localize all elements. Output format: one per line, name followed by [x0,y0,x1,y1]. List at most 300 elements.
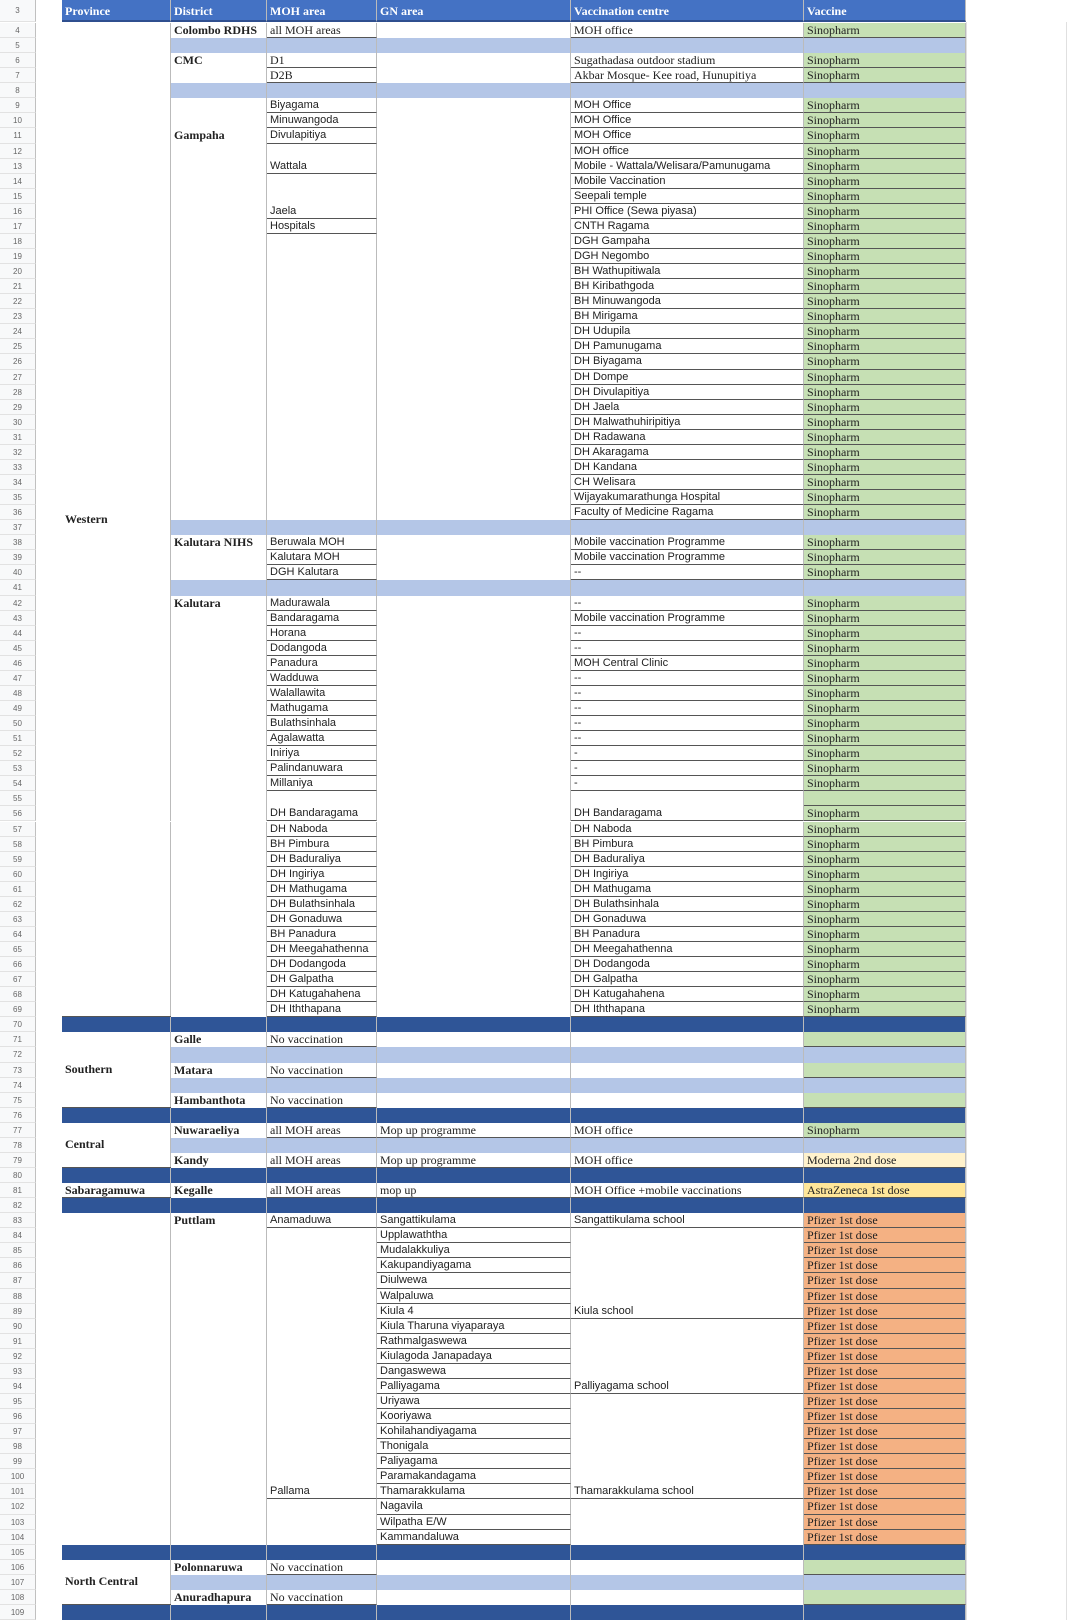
row-number[interactable]: 9 [0,98,36,113]
cell-vaccine[interactable]: Sinopharm [804,746,966,761]
row-number[interactable]: 86 [0,1258,36,1273]
row-number[interactable]: 90 [0,1319,36,1334]
cell-vaccine[interactable] [804,1545,966,1560]
cell-moh-area[interactable] [267,234,377,249]
cell-vaccination-centre[interactable]: CH Welisara [571,475,804,490]
cell-gn-area[interactable]: Nagavila [377,1499,571,1514]
cell-vaccination-centre[interactable]: MOH Office +mobile vaccinations [571,1183,804,1198]
cell-gn-area[interactable] [377,897,571,912]
cell-moh-area[interactable] [267,1168,377,1183]
cell-vaccination-centre[interactable] [571,1032,804,1047]
cell-province[interactable] [62,219,171,234]
cell-vaccination-centre[interactable]: DH Katugahahena [571,987,804,1002]
cell-vaccine[interactable] [804,1108,966,1123]
cell-province[interactable] [62,23,171,38]
row-number[interactable]: 32 [0,445,36,460]
cell-vaccination-centre[interactable]: BH Panadura [571,927,804,942]
cell-province[interactable] [62,294,171,309]
cell-vaccination-centre[interactable] [571,1138,804,1153]
cell-gn-area[interactable]: Mop up programme [377,1123,571,1138]
row-number[interactable]: 70 [0,1017,36,1032]
row-number[interactable]: 101 [0,1484,36,1499]
cell-province[interactable] [62,1424,171,1439]
cell-moh-area[interactable] [267,580,377,595]
cell-moh-area[interactable] [267,1530,377,1545]
cell-province[interactable] [62,882,171,897]
cell-province[interactable] [62,1168,171,1183]
cell-province[interactable] [62,475,171,490]
cell-district[interactable] [171,882,267,897]
cell-vaccine[interactable]: Sinopharm [804,761,966,776]
row-number[interactable]: 42 [0,596,36,611]
cell-vaccine[interactable]: Sinopharm [804,219,966,234]
cell-moh-area[interactable] [267,1409,377,1424]
row-number[interactable]: 56 [0,806,36,821]
cell-district[interactable]: Kalutara [171,596,267,611]
cell-vaccine[interactable]: Sinopharm [804,189,966,204]
cell-moh-area[interactable]: Panadura [267,656,377,671]
cell-gn-area[interactable] [377,53,571,68]
row-number[interactable]: 53 [0,761,36,776]
cell-vaccination-centre[interactable]: BH Wathupitiwala [571,264,804,279]
cell-vaccine[interactable]: Sinopharm [804,776,966,791]
cell-moh-area[interactable]: DH Baduraliya [267,852,377,867]
cell-gn-area[interactable] [377,339,571,354]
row-number[interactable]: 10 [0,113,36,128]
cell-gn-area[interactable]: mop up [377,1183,571,1198]
row-number[interactable]: 27 [0,370,36,385]
cell-vaccination-centre[interactable]: DH Radawana [571,430,804,445]
cell-moh-area[interactable]: Pallama [267,1484,377,1499]
row-number[interactable]: 96 [0,1409,36,1424]
cell-gn-area[interactable] [377,701,571,716]
cell-gn-area[interactable] [377,716,571,731]
cell-district[interactable]: Kandy [171,1153,267,1168]
cell-gn-area[interactable]: Kakupandiyagama [377,1258,571,1273]
row-number[interactable]: 16 [0,204,36,219]
cell-moh-area[interactable] [267,1349,377,1364]
cell-moh-area[interactable] [267,490,377,505]
cell-gn-area[interactable] [377,1017,571,1032]
cell-gn-area[interactable] [377,294,571,309]
cell-gn-area[interactable] [377,1078,571,1093]
cell-gn-area[interactable]: Kiula Tharuna viyaparaya [377,1319,571,1334]
row-number[interactable]: 82 [0,1198,36,1213]
cell-moh-area[interactable] [267,339,377,354]
cell-vaccine[interactable]: Sinopharm [804,234,966,249]
cell-vaccine[interactable] [804,1575,966,1590]
row-number[interactable]: 99 [0,1454,36,1469]
cell-district[interactable] [171,204,267,219]
cell-gn-area[interactable] [377,746,571,761]
cell-gn-area[interactable] [377,324,571,339]
cell-moh-area[interactable]: DH Bulathsinhala [267,897,377,912]
cell-vaccine[interactable]: Sinopharm [804,204,966,219]
cell-moh-area[interactable]: Jaela [267,204,377,219]
cell-vaccine[interactable]: Sinopharm [804,264,966,279]
cell-district[interactable]: Anuradhapura [171,1590,267,1605]
row-number[interactable]: 22 [0,294,36,309]
cell-gn-area[interactable]: Paramakandagama [377,1469,571,1484]
cell-vaccine[interactable] [804,1138,966,1153]
cell-gn-area[interactable] [377,1198,571,1213]
cell-province[interactable] [62,415,171,430]
row-number[interactable]: 94 [0,1379,36,1394]
cell-gn-area[interactable]: Sangattikulama [377,1213,571,1228]
row-number[interactable]: 34 [0,475,36,490]
row-number[interactable]: 50 [0,716,36,731]
cell-moh-area[interactable] [267,1469,377,1484]
row-number[interactable]: 61 [0,882,36,897]
cell-moh-area[interactable] [267,249,377,264]
cell-vaccination-centre[interactable]: DH Pamunugama [571,339,804,354]
cell-district[interactable] [171,475,267,490]
cell-district[interactable] [171,1138,267,1153]
cell-vaccine[interactable]: Sinopharm [804,1123,966,1138]
cell-province[interactable] [62,1469,171,1484]
row-number[interactable]: 21 [0,279,36,294]
cell-vaccine[interactable] [804,83,966,98]
cell-vaccination-centre[interactable]: Seepali temple [571,189,804,204]
row-number[interactable]: 60 [0,867,36,882]
cell-vaccine[interactable]: Sinopharm [804,686,966,701]
row-number[interactable]: 12 [0,144,36,159]
row-number[interactable]: 63 [0,912,36,927]
cell-province[interactable] [62,1304,171,1319]
column-header-vaccination-centre[interactable]: Vaccination centre [571,0,804,22]
cell-vaccine[interactable]: Pfizer 1st dose [804,1243,966,1258]
cell-vaccine[interactable] [804,1093,966,1108]
cell-gn-area[interactable]: Kammandaluwa [377,1530,571,1545]
cell-moh-area[interactable]: Wadduwa [267,671,377,686]
cell-vaccination-centre[interactable]: MOH office [571,1153,804,1168]
row-number[interactable]: 54 [0,776,36,791]
cell-vaccination-centre[interactable] [571,1394,804,1409]
cell-moh-area[interactable]: DH Naboda [267,822,377,837]
row-number[interactable]: 81 [0,1183,36,1198]
cell-district[interactable] [171,264,267,279]
row-number[interactable]: 46 [0,656,36,671]
cell-district[interactable] [171,897,267,912]
cell-vaccination-centre[interactable]: DH Naboda [571,822,804,837]
cell-moh-area[interactable] [267,370,377,385]
cell-province[interactable] [62,957,171,972]
cell-gn-area[interactable] [377,189,571,204]
cell-province[interactable] [62,897,171,912]
cell-district[interactable] [171,400,267,415]
cell-province[interactable] [62,611,171,626]
cell-moh-area[interactable]: DH Katugahahena [267,987,377,1002]
cell-gn-area[interactable] [377,535,571,550]
cell-gn-area[interactable] [377,83,571,98]
cell-vaccination-centre[interactable]: Mobile Vaccination [571,174,804,189]
cell-vaccination-centre[interactable]: DH Baduraliya [571,852,804,867]
cell-province[interactable] [62,1334,171,1349]
cell-province[interactable] [62,580,171,595]
row-number[interactable]: 74 [0,1078,36,1093]
row-number[interactable]: 35 [0,490,36,505]
cell-gn-area[interactable]: Rathmalgaswewa [377,1334,571,1349]
cell-vaccination-centre[interactable]: MOH office [571,1123,804,1138]
cell-moh-area[interactable] [267,1515,377,1530]
cell-district[interactable]: CMC [171,53,267,68]
cell-province[interactable] [62,53,171,68]
row-number[interactable]: 26 [0,354,36,369]
cell-vaccine[interactable] [804,580,966,595]
cell-vaccine[interactable] [804,1168,966,1183]
cell-vaccination-centre[interactable]: DH Ingiriya [571,867,804,882]
cell-district[interactable] [171,1575,267,1590]
cell-vaccination-centre[interactable]: MOH Office [571,113,804,128]
cell-moh-area[interactable]: Beruwala MOH [267,535,377,550]
cell-district[interactable] [171,520,267,535]
cell-vaccination-centre[interactable] [571,1108,804,1123]
row-number[interactable]: 20 [0,264,36,279]
cell-vaccination-centre[interactable] [571,38,804,53]
cell-vaccine[interactable] [804,1560,966,1575]
cell-district[interactable] [171,1484,267,1499]
cell-district[interactable] [171,686,267,701]
cell-district[interactable] [171,415,267,430]
cell-district[interactable] [171,1047,267,1062]
cell-district[interactable] [171,550,267,565]
cell-vaccine[interactable]: Sinopharm [804,626,966,641]
cell-vaccination-centre[interactable] [571,1409,804,1424]
row-number[interactable]: 23 [0,309,36,324]
cell-province[interactable] [62,1560,171,1575]
cell-vaccine[interactable]: Sinopharm [804,671,966,686]
cell-province[interactable] [62,867,171,882]
cell-vaccine[interactable]: Sinopharm [804,174,966,189]
cell-district[interactable] [171,731,267,746]
cell-vaccination-centre[interactable]: BH Pimbura [571,837,804,852]
row-number[interactable]: 55 [0,791,36,806]
row-number[interactable]: 58 [0,837,36,852]
cell-gn-area[interactable] [377,1605,571,1620]
cell-province[interactable] [62,1213,171,1228]
cell-district[interactable] [171,354,267,369]
cell-vaccine[interactable]: Pfizer 1st dose [804,1258,966,1273]
row-number[interactable]: 41 [0,580,36,595]
cell-vaccine[interactable]: Sinopharm [804,882,966,897]
cell-vaccination-centre[interactable]: Mobile - Wattala/Welisara/Pamunugama [571,159,804,174]
cell-district[interactable] [171,1002,267,1017]
cell-moh-area[interactable] [267,400,377,415]
cell-district[interactable] [171,1243,267,1258]
cell-vaccination-centre[interactable] [571,1228,804,1243]
cell-gn-area[interactable]: Paliyagama [377,1454,571,1469]
cell-district[interactable] [171,83,267,98]
cell-province[interactable] [62,716,171,731]
cell-province[interactable] [62,1002,171,1017]
cell-province[interactable] [62,98,171,113]
cell-vaccination-centre[interactable]: DH Biyagama [571,354,804,369]
cell-vaccine[interactable]: Sinopharm [804,852,966,867]
cell-gn-area[interactable]: Kooriyawa [377,1409,571,1424]
cell-gn-area[interactable] [377,309,571,324]
cell-vaccine[interactable]: Pfizer 1st dose [804,1213,966,1228]
cell-district[interactable] [171,701,267,716]
cell-vaccination-centre[interactable]: BH Kiribathgoda [571,279,804,294]
cell-vaccination-centre[interactable] [571,1093,804,1108]
cell-gn-area[interactable] [377,219,571,234]
cell-vaccine[interactable]: Pfizer 1st dose [804,1289,966,1304]
cell-moh-area[interactable] [267,1228,377,1243]
cell-district[interactable]: Kalutara NIHS [171,535,267,550]
cell-province[interactable] [62,370,171,385]
cell-district[interactable] [171,460,267,475]
cell-gn-area[interactable]: Walpaluwa [377,1289,571,1304]
cell-vaccine[interactable]: Sinopharm [804,716,966,731]
cell-gn-area[interactable] [377,656,571,671]
cell-gn-area[interactable]: Kohilahandiyagama [377,1424,571,1439]
cell-vaccine[interactable]: Sinopharm [804,611,966,626]
cell-vaccine[interactable]: AstraZeneca 1st dose [804,1183,966,1198]
cell-district[interactable] [171,279,267,294]
cell-vaccination-centre[interactable]: Sangattikulama school [571,1213,804,1228]
row-number[interactable]: 80 [0,1168,36,1183]
cell-vaccination-centre[interactable] [571,1545,804,1560]
cell-province[interactable] [62,1078,171,1093]
cell-district[interactable]: Matara [171,1063,267,1078]
cell-province[interactable] [62,445,171,460]
column-header-moh-area[interactable]: MOH area [267,0,377,22]
cell-gn-area[interactable] [377,445,571,460]
cell-moh-area[interactable]: all MOH areas [267,1153,377,1168]
cell-gn-area[interactable] [377,972,571,987]
cell-vaccination-centre[interactable]: -- [571,716,804,731]
cell-gn-area[interactable] [377,776,571,791]
row-number[interactable]: 14 [0,174,36,189]
cell-moh-area[interactable]: BH Pimbura [267,837,377,852]
cell-district[interactable]: Nuwaraeliya [171,1123,267,1138]
cell-province[interactable] [62,822,171,837]
cell-gn-area[interactable]: Kiulagoda Janapadaya [377,1349,571,1364]
cell-district[interactable] [171,309,267,324]
cell-moh-area[interactable]: Divulapitiya [267,128,377,143]
cell-vaccination-centre[interactable]: DH Meegahathenna [571,942,804,957]
cell-vaccination-centre[interactable]: CNTH Ragama [571,219,804,234]
row-number[interactable]: 40 [0,565,36,580]
cell-gn-area[interactable] [377,98,571,113]
cell-province[interactable] [62,656,171,671]
cell-gn-area[interactable] [377,1590,571,1605]
cell-vaccine[interactable]: Sinopharm [804,596,966,611]
cell-moh-area[interactable]: Horana [267,626,377,641]
cell-vaccination-centre[interactable]: - [571,776,804,791]
cell-vaccination-centre[interactable]: DGH Negombo [571,249,804,264]
cell-vaccination-centre[interactable] [571,1364,804,1379]
cell-district[interactable] [171,1469,267,1484]
cell-vaccination-centre[interactable] [571,1047,804,1062]
cell-moh-area[interactable] [267,189,377,204]
cell-district[interactable] [171,234,267,249]
row-number[interactable]: 11 [0,128,36,143]
cell-moh-area[interactable] [267,415,377,430]
row-number[interactable]: 52 [0,746,36,761]
cell-moh-area[interactable]: BH Panadura [267,927,377,942]
cell-province[interactable] [62,144,171,159]
cell-gn-area[interactable] [377,204,571,219]
cell-district[interactable] [171,219,267,234]
cell-vaccine[interactable]: Sinopharm [804,309,966,324]
cell-vaccination-centre[interactable] [571,1243,804,1258]
cell-vaccination-centre[interactable]: Faculty of Medicine Ragama [571,505,804,520]
cell-district[interactable]: Hambanthota [171,1093,267,1108]
cell-moh-area[interactable] [267,1499,377,1514]
row-number[interactable]: 105 [0,1545,36,1560]
cell-vaccine[interactable]: Sinopharm [804,927,966,942]
cell-district[interactable] [171,822,267,837]
cell-vaccination-centre[interactable] [571,1258,804,1273]
cell-province[interactable] [62,1349,171,1364]
cell-vaccination-centre[interactable]: Mobile vaccination Programme [571,550,804,565]
cell-district[interactable] [171,641,267,656]
cell-moh-area[interactable] [267,1198,377,1213]
row-number[interactable]: 83 [0,1213,36,1228]
cell-vaccine[interactable]: Pfizer 1st dose [804,1515,966,1530]
cell-vaccination-centre[interactable]: Sugathadasa outdoor stadium [571,53,804,68]
cell-gn-area[interactable] [377,23,571,38]
row-number[interactable]: 25 [0,339,36,354]
cell-vaccine[interactable]: Sinopharm [804,445,966,460]
cell-vaccine[interactable]: Pfizer 1st dose [804,1364,966,1379]
cell-gn-area[interactable] [377,1545,571,1560]
cell-district[interactable] [171,505,267,520]
cell-vaccination-centre[interactable]: DH Bulathsinhala [571,897,804,912]
cell-province[interactable] [62,1499,171,1514]
cell-vaccine[interactable]: Sinopharm [804,656,966,671]
cell-province[interactable] [62,626,171,641]
cell-vaccination-centre[interactable]: MOH office [571,23,804,38]
cell-moh-area[interactable]: Wattala [267,159,377,174]
cell-vaccine[interactable] [804,791,966,806]
cell-vaccination-centre[interactable]: DH Iththapana [571,1002,804,1017]
cell-gn-area[interactable] [377,279,571,294]
cell-moh-area[interactable] [267,1575,377,1590]
cell-province[interactable] [62,806,171,821]
cell-moh-area[interactable] [267,1394,377,1409]
cell-vaccination-centre[interactable]: Palliyagama school [571,1379,804,1394]
cell-gn-area[interactable] [377,1047,571,1062]
cell-gn-area[interactable] [377,942,571,957]
cell-district[interactable] [171,746,267,761]
cell-moh-area[interactable]: all MOH areas [267,1123,377,1138]
cell-vaccine[interactable]: Sinopharm [804,701,966,716]
cell-district[interactable]: Polonnaruwa [171,1560,267,1575]
cell-vaccination-centre[interactable]: BH Mirigama [571,309,804,324]
cell-vaccination-centre[interactable]: - [571,761,804,776]
cell-district[interactable] [171,1334,267,1349]
row-number[interactable]: 44 [0,626,36,641]
row-number[interactable]: 71 [0,1032,36,1047]
cell-moh-area[interactable]: D1 [267,53,377,68]
cell-moh-area[interactable] [267,1334,377,1349]
cell-vaccination-centre[interactable] [571,1319,804,1334]
cell-vaccine[interactable]: Pfizer 1st dose [804,1349,966,1364]
cell-vaccination-centre[interactable] [571,1349,804,1364]
cell-district[interactable] [171,174,267,189]
cell-gn-area[interactable] [377,174,571,189]
cell-vaccine[interactable]: Sinopharm [804,339,966,354]
cell-province[interactable] [62,1047,171,1062]
cell-district[interactable] [171,113,267,128]
cell-district[interactable] [171,38,267,53]
cell-moh-area[interactable]: Millaniya [267,776,377,791]
cell-district[interactable] [171,671,267,686]
cell-moh-area[interactable]: No vaccination [267,1032,377,1047]
row-number[interactable]: 64 [0,927,36,942]
